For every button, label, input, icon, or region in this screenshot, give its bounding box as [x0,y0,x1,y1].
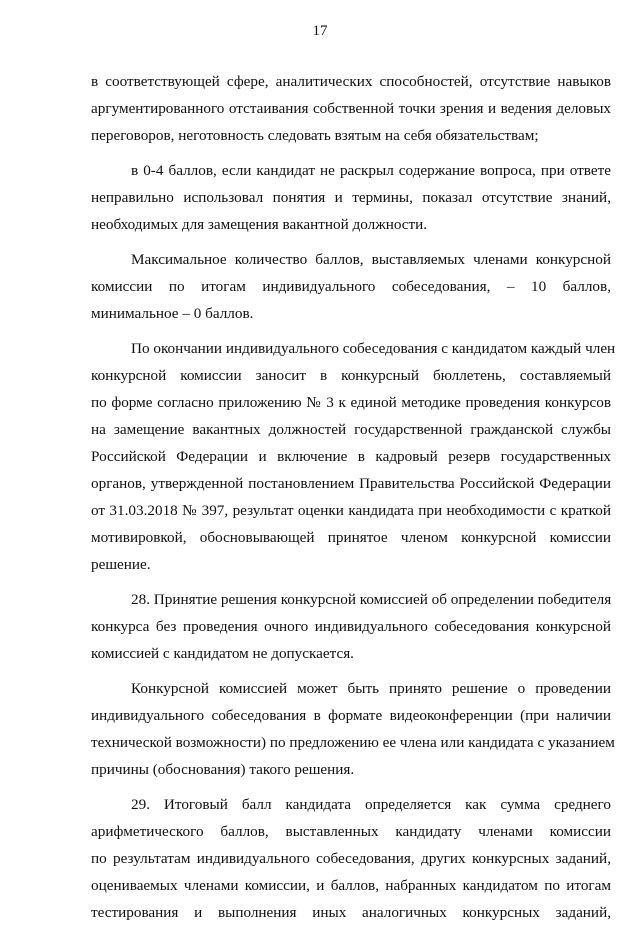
text-line: конкурса без проведения очного индивидуального собеседования конкурсной [91,618,611,635]
text-line: минимальное – 0 баллов. [91,305,254,322]
text-line: 29. Итоговый балл кандидата определяется как сумма среднего [131,796,611,813]
text-line: мотивировкой, обосновывающей принятое членом конкурсной комиссии [91,529,611,546]
text-line: тестирования и выполнения иных аналогичных конкурсных заданий, [91,904,611,921]
text-line: арифметического баллов, выставленных кандидату членами комиссии [91,823,611,840]
text-line: решение. [91,556,151,573]
text-line: Российской Федерации и включение в кадровый резерв государственных [91,448,611,465]
text-line: по результатам индивидуального собеседования, других конкурсных заданий, [91,850,611,867]
paragraph-item-28 [91,586,611,667]
paragraph-max-score [91,246,611,327]
text-line: органов, утвержденной постановлением Правительства Российской Федерации [91,475,611,492]
text-line: 28. Принятие решения конкурсной комиссией об определении победителя [131,591,612,608]
text-line: неправильно использовал понятия и термины, показал отсутствие знаний, [91,189,611,206]
paragraph-score-0-4 [91,157,611,238]
paragraph-item-29 [91,791,611,926]
text-line: по форме согласно приложению № 3 к единой методике проведения конкурсов [91,394,611,411]
text-line: от 31.03.2018 № 397, результат оценки кандидата при необходимости с краткой [91,502,611,519]
text-line: Максимальное количество баллов, выставляемых членами конкурсной [131,251,611,268]
text-line: переговоров, неготовность следовать взятым на себя обязательствам; [91,127,539,144]
text-line: индивидуального собеседования в формате видеоконференции (при наличии [91,707,611,724]
paragraph-videoconference [91,675,615,783]
text-line: оцениваемых членами комиссии, и баллов, набранных кандидатом по итогам [91,877,611,894]
text-line: технической возможности) по предложению ее члена или кандидата с указанием [91,734,615,751]
paragraph-continuation [91,68,611,149]
text-line: в 0-4 баллов, если кандидат не раскрыл содержание вопроса, при ответе [131,162,611,179]
text-line: По окончании индивидуального собеседования с кандидатом каждый член [131,340,616,357]
text-line: в соответствующей сфере, аналитических способностей, отсутствие навыков [91,73,611,90]
text-line: причины (обоснования) такого решения. [91,761,355,778]
text-line: конкурсной комиссии заносит в конкурсный бюллетень, составляемый [91,367,611,384]
paragraph-interview-end [91,335,616,578]
text-line: необходимых для замещения вакантной должности. [91,216,428,233]
text-line: комиссией с кандидатом не допускается. [91,645,354,662]
text-line: Конкурсной комиссией может быть принято решение о проведении [131,680,611,697]
document-body [91,68,616,926]
page-number: 17 [312,23,328,39]
text-line: аргументированного отстаивания собственной точки зрения и ведения деловых [91,100,611,117]
text-line: комиссии по итогам индивидуального собеседования, – 10 баллов, [91,278,611,295]
text-line: на замещение вакантных должностей государственной гражданской службы [91,421,611,438]
